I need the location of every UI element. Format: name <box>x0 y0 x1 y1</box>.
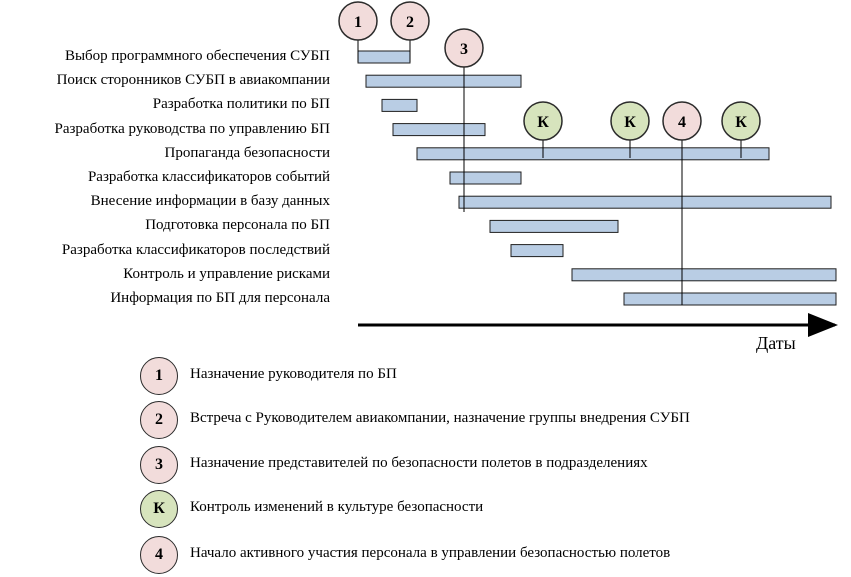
legend-control-symbol: К <box>140 490 178 528</box>
marker-label: К <box>624 114 636 131</box>
task-bar <box>450 172 521 184</box>
task-label: Подготовка персонала по БП <box>145 217 330 234</box>
marker-label: 2 <box>406 14 414 31</box>
task-label: Информация по БП для персонала <box>110 290 330 306</box>
task-label: Внесение информации в базу данных <box>90 193 330 210</box>
task-bar <box>358 51 410 63</box>
task-bar <box>624 293 836 305</box>
legend-milestone-symbol: 3 <box>140 446 178 484</box>
task-label: Контроль и управление рисками <box>123 265 330 282</box>
legend-milestone-symbol: 4 <box>140 536 178 574</box>
task-label: Разработка политики по БП <box>152 96 330 113</box>
task-label: Разработка классификаторов событий <box>87 169 330 185</box>
legend-milestone-symbol: 2 <box>140 401 178 439</box>
task-bar <box>393 124 485 136</box>
axis-label-dates: Даты <box>756 333 796 353</box>
task-bar <box>511 245 563 257</box>
marker-label: 1 <box>354 14 362 31</box>
legend-text: Начало активного участия персонала в управлении безопасностью полетов <box>190 545 671 561</box>
task-label: Разработка классификаторов последствий <box>61 241 330 258</box>
task-bar <box>490 220 618 232</box>
marker-label: 4 <box>678 114 686 131</box>
marker-label: 3 <box>460 41 468 58</box>
legend-text: Контроль изменений в культуре безопасности <box>190 499 484 515</box>
task-bar <box>459 196 831 208</box>
task-bar <box>382 99 417 111</box>
task-bar <box>366 75 521 87</box>
task-bar <box>572 269 836 281</box>
task-label: Поиск сторонников СУБП в авиакомпании <box>56 72 330 89</box>
task-bar <box>417 148 769 160</box>
task-label: Выбор программного обеспечения СУБП <box>64 48 330 64</box>
marker-label: К <box>537 114 549 131</box>
marker-label: К <box>735 114 747 131</box>
task-label: Разработка руководства по управлению БП <box>54 120 330 137</box>
legend-text: Назначение руководителя по БП <box>190 366 397 382</box>
legend-milestone-symbol: 1 <box>140 357 178 395</box>
legend-text: Назначение представителей по безопасности полетов в подразделениях <box>190 455 648 471</box>
legend-text: Встреча с Руководителем авиакомпании, назначение группы внедрения СУБП <box>190 410 690 426</box>
task-label: Пропаганда безопасности <box>164 144 330 161</box>
